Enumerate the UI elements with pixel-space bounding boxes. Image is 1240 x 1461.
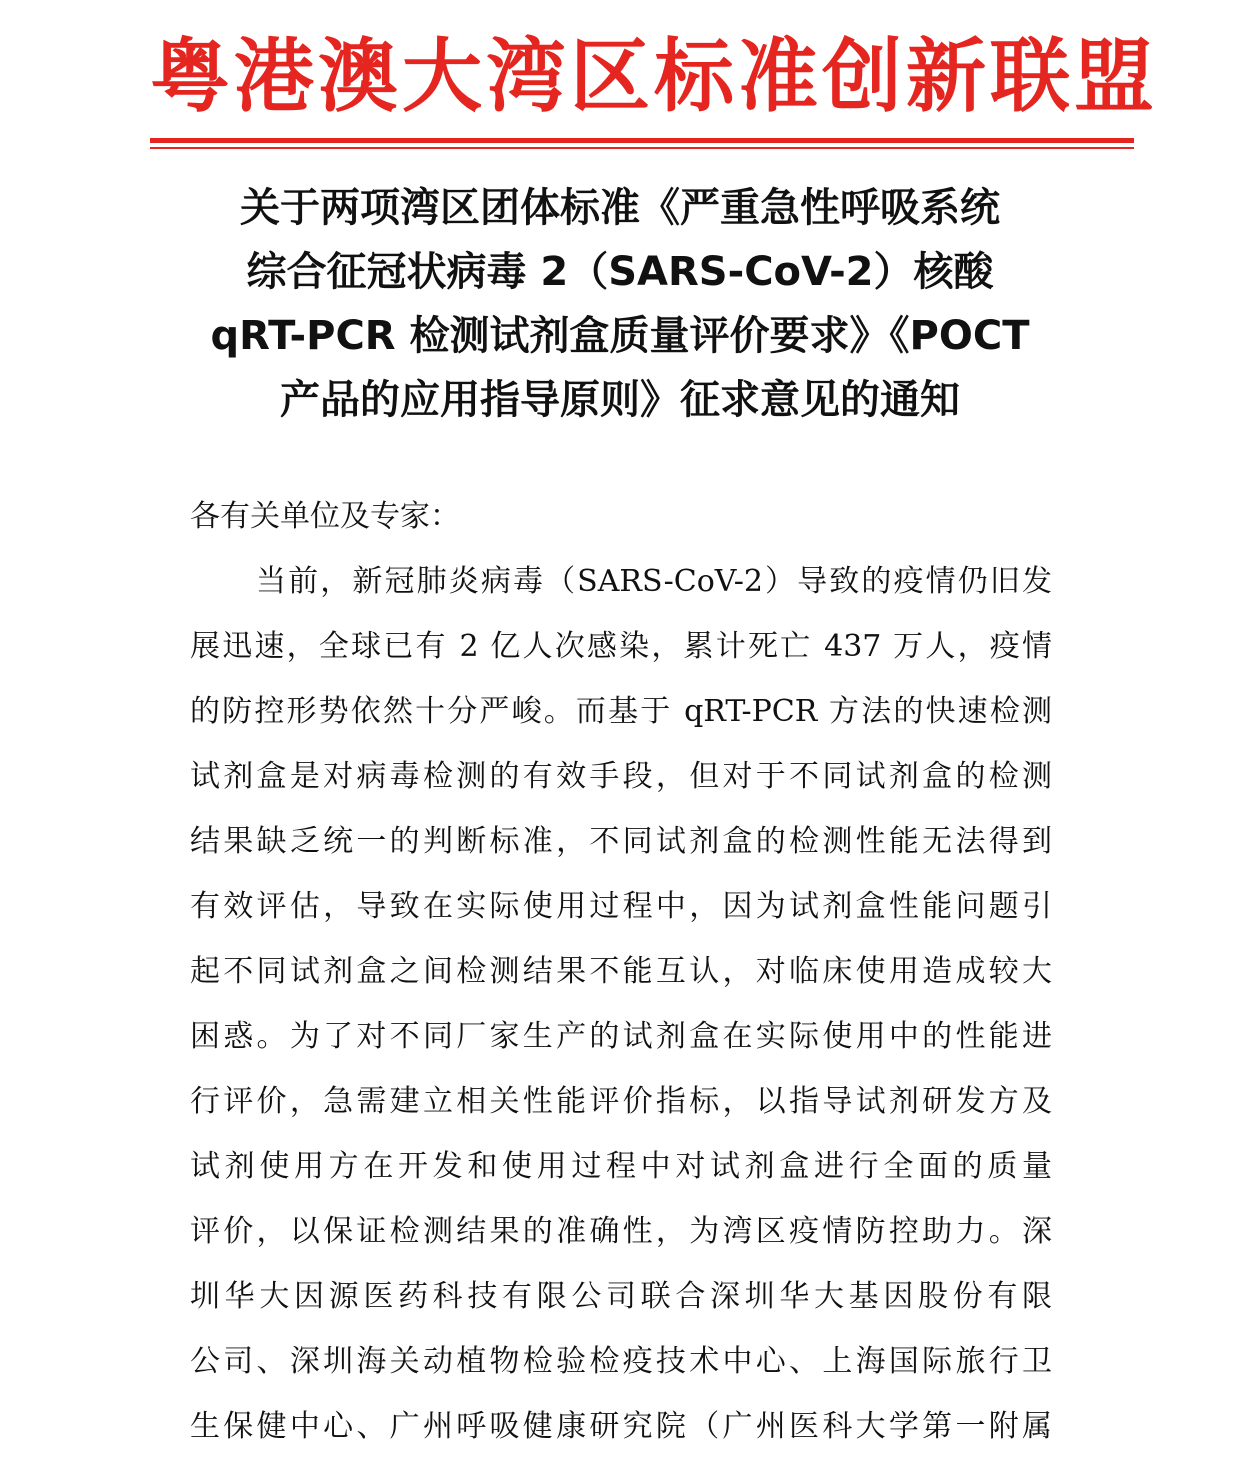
letterhead-rule-thick <box>150 138 1134 143</box>
letterhead-rule-thin <box>150 147 1134 149</box>
title-line: 综合征冠状病毒 2（SARS-CoV-2）核酸 <box>246 249 994 295</box>
paragraph-line: 圳华大因源医药科技有限公司联合深圳华大基因股份有限 <box>190 1279 1052 1314</box>
paragraph-line: 展迅速，全球已有 2 亿人次感染，累计死亡 437 万人，疫情 <box>190 629 1052 664</box>
document-title <box>150 176 1090 432</box>
salutation: 各有关单位及专家： <box>190 499 460 534</box>
paragraph-line: 公司、深圳海关动植物检验检疫技术中心、上海国际旅行卫 <box>190 1344 1052 1379</box>
paragraph-line: 试剂盒是对病毒检测的有效手段，但对于不同试剂盒的检测 <box>190 759 1052 794</box>
paragraph-line: 的防控形势依然十分严峻。而基于 qRT-PCR 方法的快速检测 <box>190 694 1052 729</box>
paragraph-line: 行评价，急需建立相关性能评价指标，以指导试剂研发方及 <box>190 1084 1052 1119</box>
title-line: qRT-PCR 检测试剂盒质量评价要求》《POCT <box>210 313 1030 359</box>
paragraph-line: 起不同试剂盒之间检测结果不能互认，对临床使用造成较大 <box>190 954 1052 989</box>
paragraph-line: 生保健中心、广州呼吸健康研究院（广州医科大学第一附属 <box>190 1409 1052 1444</box>
paragraph-line: 当前，新冠肺炎病毒（SARS-CoV-2）导致的疫情仍旧发 <box>256 564 1052 599</box>
title-line: 产品的应用指导原则》征求意见的通知 <box>280 377 960 423</box>
title-line: 关于两项湾区团体标准《严重急性呼吸系统 <box>240 185 1000 231</box>
paragraph-line: 困惑。为了对不同厂家生产的试剂盒在实际使用中的性能进 <box>190 1019 1052 1054</box>
document-body <box>190 484 1052 1459</box>
paragraph-line: 结果缺乏统一的判断标准，不同试剂盒的检测性能无法得到 <box>190 824 1052 859</box>
paragraph-line: 评价，以保证检测结果的准确性，为湾区疫情防控助力。深 <box>190 1214 1052 1249</box>
paragraph-line: 有效评估，导致在实际使用过程中，因为试剂盒性能问题引 <box>190 889 1052 924</box>
letterhead-org-name: 粤港澳大湾区标准创新联盟 <box>150 30 1158 123</box>
paragraph-line: 试剂使用方在开发和使用过程中对试剂盒进行全面的质量 <box>190 1149 1052 1184</box>
body-paragraph <box>190 549 1052 1459</box>
